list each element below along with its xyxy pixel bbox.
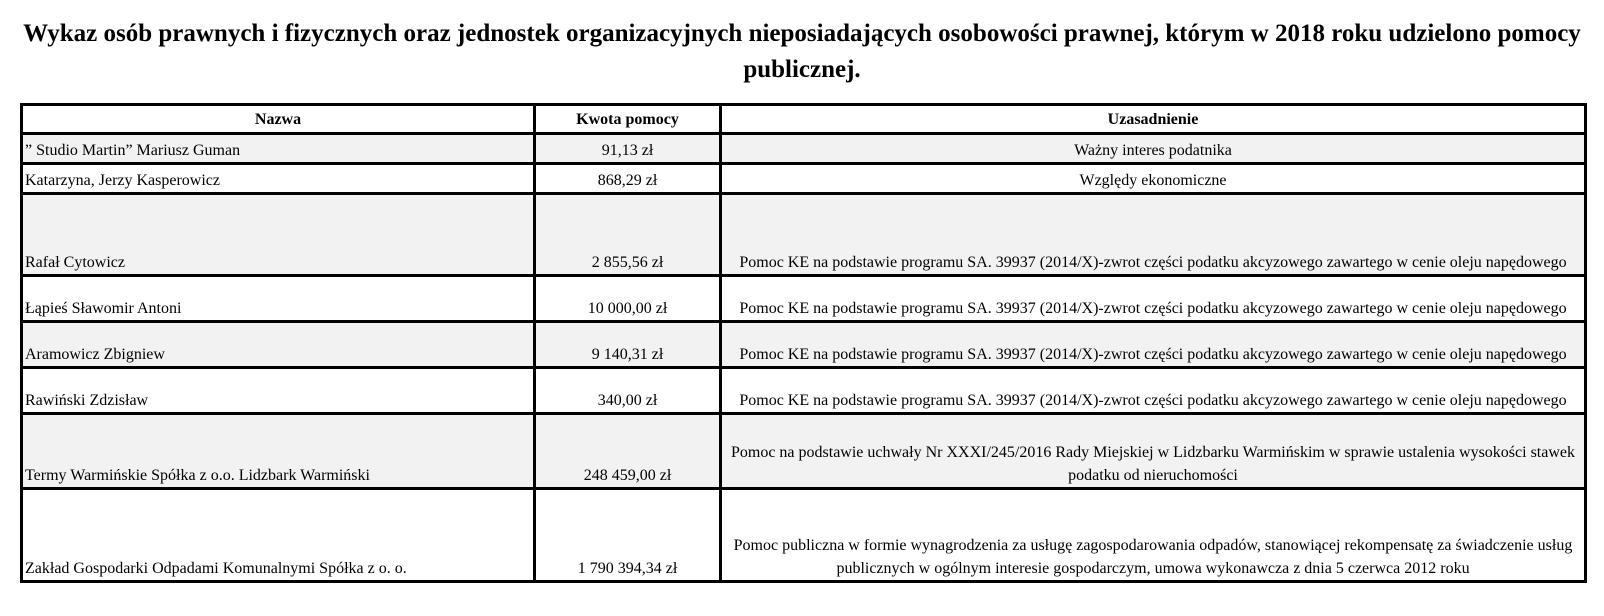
row-name: Rawiński Zdzisław <box>22 368 535 414</box>
public-aid-table <box>20 103 1587 583</box>
table-row <box>22 368 1586 414</box>
row-reason: Pomoc KE na podstawie programu SA. 39937 (2014/X)-zwrot części podatku akcyzowego zawartego w cenie oleju napędowego <box>721 276 1586 322</box>
row-amount: 10 000,00 zł <box>535 276 721 322</box>
column-header-amount: Kwota pomocy <box>535 105 721 134</box>
table-row <box>22 194 1586 276</box>
row-amount: 340,00 zł <box>535 368 721 414</box>
row-amount: 9 140,31 zł <box>535 322 721 368</box>
row-name: Aramowicz Zbigniew <box>22 322 535 368</box>
table-row <box>22 134 1586 164</box>
row-reason: Pomoc KE na podstawie programu SA. 39937 (2014/X)-zwrot części podatku akcyzowego zawartego w cenie oleju napędowego <box>721 368 1586 414</box>
row-reason: Pomoc KE na podstawie programu SA. 39937 (2014/X)-zwrot części podatku akcyzowego zawartego w cenie oleju napędowego <box>721 322 1586 368</box>
row-name: Termy Warmińskie Spółka z o.o. Lidzbark Warmiński <box>22 414 535 489</box>
page-title: Wykaz osób prawnych i fizycznych oraz jednostek organizacyjnych nieposiadających osobowości prawnej, którym w 2018 roku udzielono pomocy publicznej. <box>23 20 1581 83</box>
table-row <box>22 414 1586 489</box>
row-amount: 1 790 394,34 zł <box>535 489 721 582</box>
row-amount: 248 459,00 zł <box>535 414 721 489</box>
row-reason: Ważny interes podatnika <box>721 134 1586 164</box>
row-name: Rafał Cytowicz <box>22 194 535 276</box>
table-row <box>22 164 1586 194</box>
column-header-name: Nazwa <box>22 105 535 134</box>
row-amount: 91,13 zł <box>535 134 721 164</box>
row-name: ” Studio Martin” Mariusz Guman <box>22 134 535 164</box>
row-name: Zakład Gospodarki Odpadami Komunalnymi Spółka z o. o. <box>22 489 535 582</box>
table-row <box>22 489 1586 582</box>
table-row <box>22 322 1586 368</box>
column-header-reason: Uzasadnienie <box>721 105 1586 134</box>
row-name: Katarzyna, Jerzy Kasperowicz <box>22 164 535 194</box>
row-reason: Względy ekonomiczne <box>721 164 1586 194</box>
row-reason: Pomoc na podstawie uchwały Nr XXXI/245/2016 Rady Miejskiej w Lidzbarku Warmińskim w sprawie ustalenia wysokości stawek podatku od nieruchomości <box>721 414 1586 489</box>
row-amount: 2 855,56 zł <box>535 194 721 276</box>
row-name: Łąpieś Sławomir Antoni <box>22 276 535 322</box>
row-reason: Pomoc publiczna w formie wynagrodzenia za usługę zagospodarowania odpadów, stanowiącej rekompensatę za świadczenie usług publicznych w ogólnym interesie gospodarczym, umowa wykonawcza z dnia 5 czerwca 2012 roku <box>721 489 1586 582</box>
table-row <box>22 276 1586 322</box>
row-reason: Pomoc KE na podstawie programu SA. 39937 (2014/X)-zwrot części podatku akcyzowego zawartego w cenie oleju napędowego <box>721 194 1586 276</box>
row-amount: 868,29 zł <box>535 164 721 194</box>
table-header-row <box>22 105 1586 134</box>
